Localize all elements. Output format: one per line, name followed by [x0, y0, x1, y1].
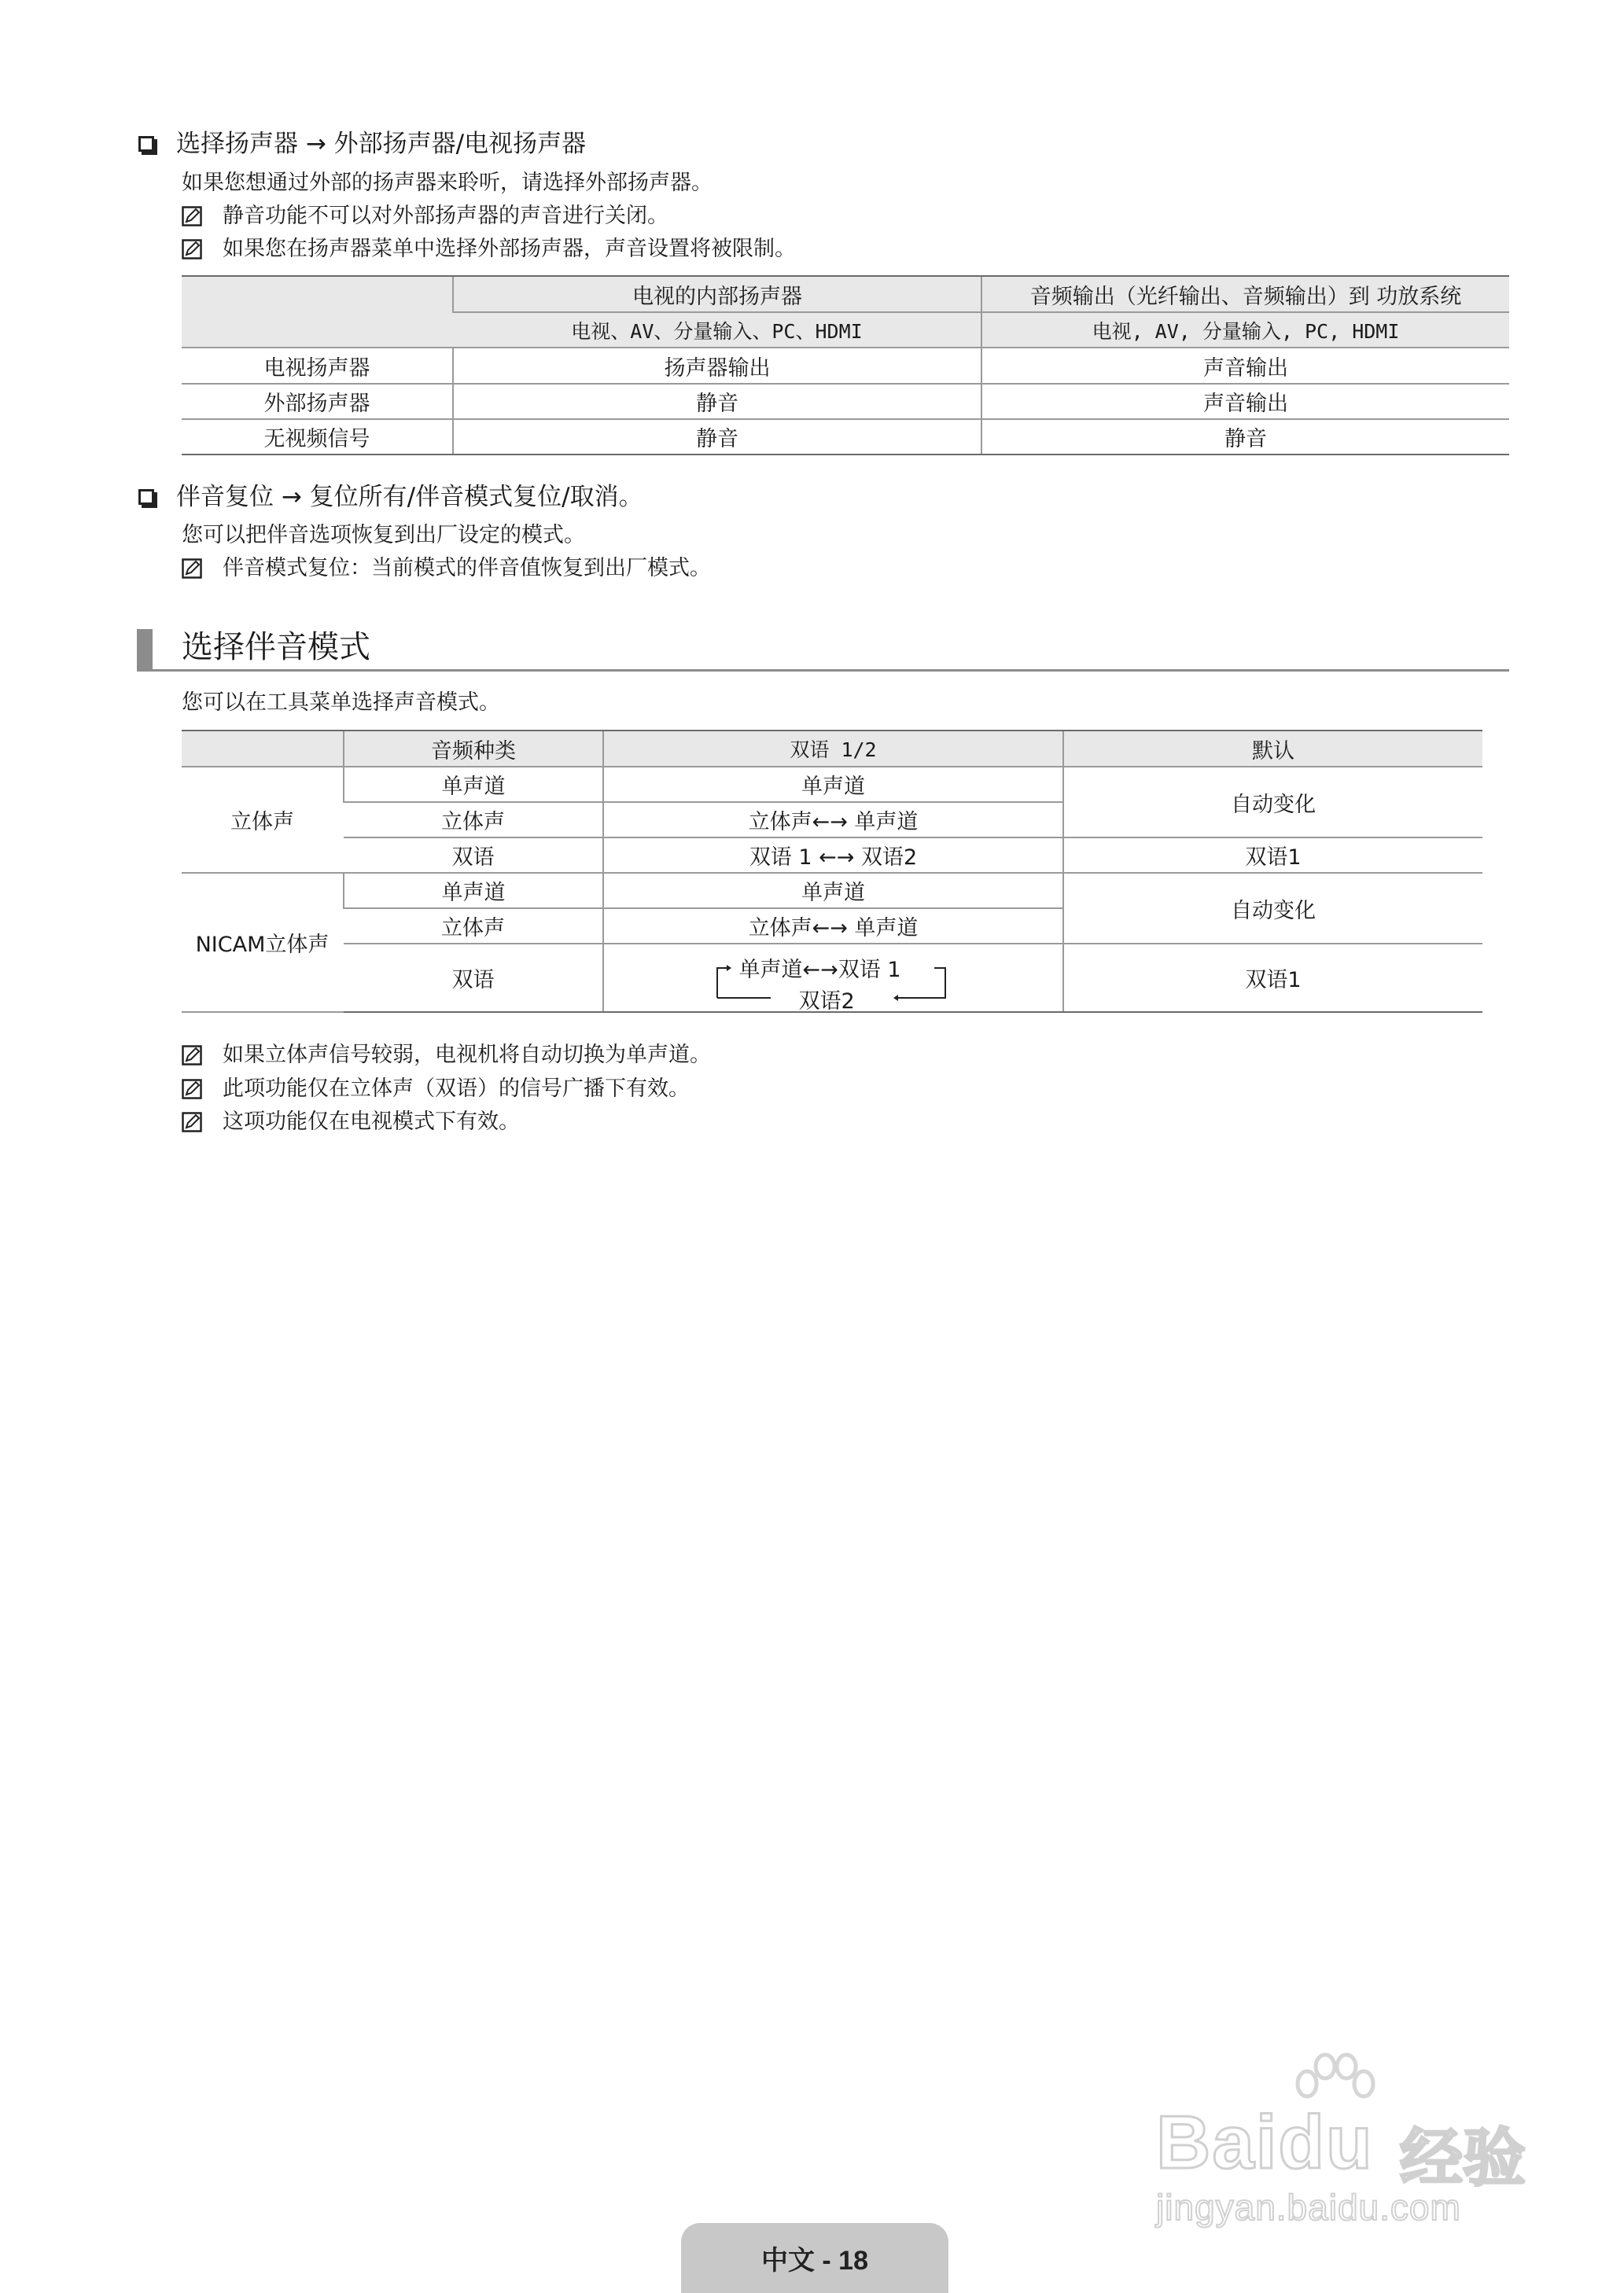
table-header-blank	[182, 731, 344, 767]
page-number: 中文 - 18	[760, 2246, 869, 2276]
note-item	[182, 1074, 690, 1104]
reset-heading: 伴音复位 → 复位所有/伴音模式复位/取消。	[176, 483, 643, 511]
table-row	[182, 837, 1482, 873]
speaker-heading-row	[138, 128, 586, 160]
cell-dual: 立体声←→ 单声道	[603, 802, 1063, 837]
note-item	[182, 1107, 520, 1137]
speaker-description: 如果您想通过外部的扬声器来聆听，请选择外部扬声器。	[182, 171, 713, 195]
cell-default: 自动变化	[1063, 873, 1482, 944]
note-text: 静音功能不可以对外部扬声器的声音进行关闭。	[223, 204, 668, 228]
row-label: 无视频信号	[182, 419, 453, 455]
note-item	[182, 234, 796, 264]
cell-type: 双语	[344, 837, 603, 873]
group-label-stereo: 立体声	[182, 767, 344, 873]
watermark-brand2: du	[1278, 2100, 1374, 2184]
cell-dual: 立体声←→ 单声道	[603, 908, 1063, 944]
dual-cycle-diagram	[716, 948, 952, 1014]
row-label: 外部扬声器	[182, 384, 453, 419]
table-header-audio-out: 音频输出（光纤输出、音频输出）到 功放系统	[981, 276, 1509, 312]
table-subheader-inputs: 电视、AV、分量输入、PC、HDMI	[453, 312, 981, 348]
cell-default: 双语1	[1063, 944, 1482, 1012]
checkbox-bullet-icon	[138, 136, 154, 152]
note-pencil-icon	[182, 558, 202, 579]
table-row	[182, 767, 1482, 802]
note-item	[182, 201, 668, 231]
table-row	[182, 384, 1509, 419]
watermark-url: jingyan.baidu.com	[1156, 2187, 1461, 2228]
note-item	[182, 1040, 711, 1070]
note-item	[182, 554, 711, 583]
cycle-bottom-text: 双语2	[798, 988, 855, 1014]
cell-type: 单声道	[344, 873, 603, 908]
cell-dual-cycle	[603, 944, 1063, 1012]
note-pencil-icon	[182, 1112, 202, 1132]
note-text: 如果您在扬声器菜单中选择外部扬声器，声音设置将被限制。	[223, 237, 796, 261]
group-label-nicam: NICAM立体声	[182, 873, 344, 1012]
table-subheader-inputs: 电视, AV, 分量输入, PC, HDMI	[981, 312, 1509, 348]
watermark-brand: Bai	[1156, 2100, 1279, 2184]
cell-dual: 双语 1 ←→ 双语2	[603, 837, 1063, 873]
speaker-heading: 选择扬声器 → 外部扬声器/电视扬声器	[176, 130, 587, 158]
table-row	[182, 944, 1482, 1012]
cell-value: 静音	[453, 384, 981, 419]
cycle-top-text: 单声道←→双语 1	[738, 957, 901, 982]
table-header-dual: 双语 1/2	[603, 731, 1063, 767]
cell-default: 自动变化	[1063, 767, 1482, 837]
cell-value: 声音输出	[981, 384, 1509, 419]
section-marker-bar	[137, 629, 153, 670]
table-row	[182, 348, 1509, 384]
sound-mode-table	[182, 730, 1482, 1013]
row-label: 电视扬声器	[182, 348, 453, 384]
cell-value: 扬声器输出	[453, 348, 981, 384]
cell-value: 静音	[981, 419, 1509, 455]
cell-dual: 单声道	[603, 873, 1063, 908]
cell-value: 静音	[453, 419, 981, 455]
note-text: 这项功能仅在电视模式下有效。	[223, 1110, 520, 1134]
note-pencil-icon	[182, 239, 202, 259]
checkbox-bullet-icon	[138, 489, 154, 505]
page-number-tab	[681, 2223, 948, 2293]
note-text: 如果立体声信号较弱，电视机将自动切换为单声道。	[223, 1043, 711, 1067]
table-header-audio-type: 音频种类	[344, 731, 603, 767]
watermark-cn: 经验	[1400, 2122, 1526, 2195]
table-row	[182, 873, 1482, 908]
note-pencil-icon	[182, 1045, 202, 1066]
table-header-internal: 电视的内部扬声器	[453, 276, 981, 312]
table-corner-cell	[182, 276, 453, 348]
table-row	[182, 419, 1509, 455]
section-title: 选择伴音模式	[182, 629, 370, 665]
cell-type: 立体声	[344, 908, 603, 944]
note-pencil-icon	[182, 206, 202, 226]
cell-type: 双语	[344, 944, 603, 1012]
note-pencil-icon	[182, 1079, 202, 1099]
reset-heading-row	[138, 481, 643, 513]
note-text: 此项功能仅在立体声（双语）的信号广播下有效。	[223, 1077, 690, 1101]
note-text: 伴音模式复位：当前模式的伴音值恢复到出厂模式。	[223, 556, 711, 580]
mode-description: 您可以在工具菜单选择声音模式。	[182, 690, 500, 715]
cell-type: 单声道	[344, 767, 603, 802]
speaker-output-table	[182, 275, 1509, 455]
cell-dual: 单声道	[603, 767, 1063, 802]
cell-default: 双语1	[1063, 837, 1482, 873]
cell-type: 立体声	[344, 802, 603, 837]
table-header-default: 默认	[1063, 731, 1482, 767]
baidu-watermark	[1140, 2052, 1581, 2228]
section-divider	[137, 669, 1509, 672]
reset-description: 您可以把伴音选项恢复到出厂设定的模式。	[182, 523, 585, 547]
cell-value: 声音输出	[981, 348, 1509, 384]
